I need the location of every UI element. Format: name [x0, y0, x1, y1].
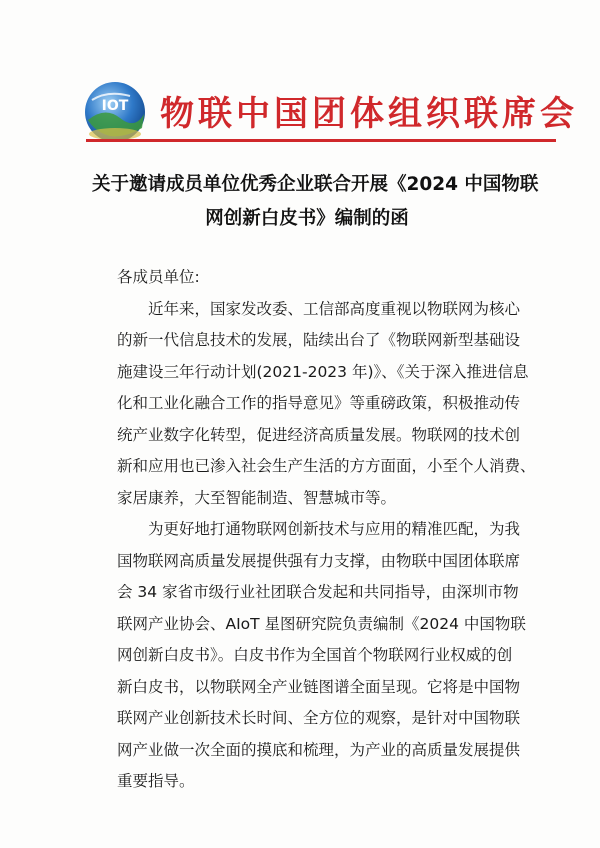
body-line: 重要指导。: [117, 772, 195, 790]
body-line: 近年来，国家发改委、工信部高度重视以物联网为核心: [117, 299, 521, 318]
body-line: 网创新白皮书》。白皮书作为全国首个物联网行业权威的创: [117, 646, 513, 664]
body-line: 联网产业创新技术长时间、全方位的观察，是针对中国物联: [117, 709, 521, 727]
title-line: 关于邀请成员单位优秀企业联合开展《2024 中国物联: [92, 174, 539, 195]
body-line: 国物联网高质量发展提供强有力支撑，由物联中国团体联席: [117, 551, 521, 570]
organization-name: 物联中国团体组织联席会: [160, 94, 578, 134]
body-line: 网产业做一次全面的摸底和梳理，为产业的高质量发展提供: [117, 740, 521, 759]
document-body: [117, 262, 537, 798]
title-line: 网创新白皮书》编制的函: [205, 208, 409, 229]
letterhead: [80, 68, 578, 148]
body-line: 家居康养，大至智能制造、智慧城市等。: [117, 488, 397, 507]
body-line: 统产业数字化转型，促进经济高质量发展。物联网的技术创: [117, 425, 521, 444]
body-line: 为更好地打通物联网创新技术与应用的精准匹配，为我: [117, 520, 521, 538]
body-line: 化和工业化融合工作的指导意见》等重磅政策，积极推动传: [117, 394, 521, 412]
body-line: 施建设三年行动计划(2021-2023 年)》、《关于深入推进信息: [117, 362, 529, 381]
iot-globe-logo-icon: [80, 76, 150, 146]
body-line: 会 34 家省市级行业社团联合发起和共同指导，由深圳市物: [117, 583, 519, 601]
salutation: 各成员单位:: [117, 268, 200, 286]
body-line: 联网产业协会、AIoT 星图研究院负责编制《2024 中国物联: [117, 614, 526, 633]
header-divider: [86, 139, 556, 142]
body-line: 新白皮书，以物联网全产业链图谱全面呈现。它将是中国物: [117, 677, 521, 696]
body-line: 新和应用也已渗入社会生产生活的方方面面，小至个人消费、: [117, 457, 536, 475]
body-line: 的新一代信息技术的发展，陆续出台了《物联网新型基础设: [117, 331, 521, 349]
logo-text: IOT: [101, 98, 129, 114]
document-title: [92, 168, 539, 236]
